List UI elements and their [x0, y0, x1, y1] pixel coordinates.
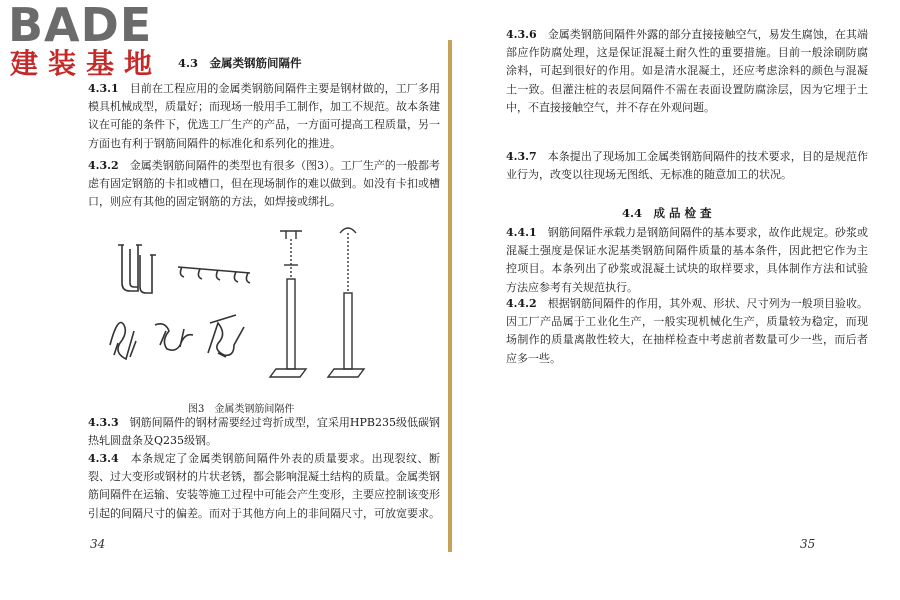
paragraph-4-4-1	[506, 224, 868, 297]
u-chair-illustration	[118, 245, 156, 293]
paragraph-4-3-6	[506, 26, 868, 117]
clause-number: 4.4.2	[506, 297, 537, 310]
clause-text: 根据钢筋间隔件的作用，其外观、形状、尺寸列为一般项目验收。因工厂产品属于工业化生产，一般实现机械化生产，质量较为稳定，而现场制作的质量离散性较大，在抽样检查中考虑前者数量可少一些，而后者应多一些。	[506, 297, 868, 365]
section-heading-4-4: 4.4 成 品 检 查	[622, 206, 712, 220]
clause-number: 4.3.6	[506, 28, 537, 41]
clause-text: 钢筋间隔件承载力是钢筋间隔件的基本要求，故作此规定。砂浆或混凝土强度是保证水泥基类钢筋间隔件质量的基本条件，因此把它作为主控项目。本条列出了砂浆或混凝土试块的取样要求，具体制作方法和试验方法应参考有关规范执行。	[506, 226, 868, 294]
figure-3-spacers	[100, 225, 400, 395]
clause-text: 金属类钢筋间隔件外露的部分直接接触空气，易发生腐蚀，在其端部应作防腐处理，这是保证混凝土耐久性的重要措施。目前一般涂刷防腐涂料，可起到很好的作用。如是清水混凝土，还应考虑涂料的颜色与混凝土一致。但灌注桩的表层间隔件不需在表面设置防腐涂层，因为它埋于土中，不直接接触空气，并不存在外观问题。	[506, 28, 868, 114]
logo-text: BADE	[8, 0, 153, 52]
ladder-spacer-illustration	[178, 267, 250, 283]
figure-caption: 图3 金属类钢筋间隔件	[188, 404, 295, 415]
clause-number: 4.3.7	[506, 150, 537, 163]
clause-number: 4.4.1	[506, 226, 537, 239]
clause-number: 4.3.4	[88, 452, 119, 465]
book-spine	[448, 40, 452, 552]
paragraph-4-3-7	[506, 148, 868, 184]
clause-text: 钢筋间隔件的钢材需要经过弯折成型，宜采用HPB235级低碳钢热轧圆盘条及Q235级钢。	[88, 416, 441, 448]
paragraph-4-3-3	[88, 414, 440, 450]
clause-number: 4.3.2	[88, 159, 119, 172]
adjustable-support-2	[328, 228, 364, 377]
page-number: 35	[800, 537, 816, 551]
clause-number: 4.3.3	[88, 416, 119, 429]
logo-subtitle: 建装基地	[10, 47, 163, 80]
paragraph-4-3-4	[88, 450, 440, 523]
page-number: 34	[90, 537, 106, 551]
paragraph-4-3-2	[88, 157, 440, 212]
left-page	[0, 0, 448, 600]
right-page	[454, 0, 900, 600]
adjustable-support-1	[270, 231, 306, 377]
clause-text: 金属类钢筋间隔件的类型也有很多（图3）。工厂生产的一般都考虑有固定钢筋的卡扣或槽口，但在现场制作的难以做到。如没有卡扣或槽口，则应有其他的固定钢筋的方法，如焊接或绑扎。	[88, 159, 441, 209]
paragraph-4-4-2	[506, 295, 868, 368]
clause-text: 目前在工程应用的金属类钢筋间隔件主要是钢材做的，工厂多用模具机械成型，质量好；而现场一般用手工制作，加工不规范。故本条建议在可能的条件下，优选工厂生产的产品，一方面可提高工程质量，另一方面也有利于钢筋间隔件的标准化和系列化的推进。	[88, 82, 441, 150]
clause-number: 4.3.1	[88, 82, 119, 95]
paragraph-4-3-1	[88, 80, 440, 153]
section-heading-4-3: 4.3 金属类钢筋间隔件	[178, 56, 302, 70]
clause-text: 本条提出了现场加工金属类钢筋间隔件的技术要求，目的是规范作业行为，改变以往现场无图纸、无标准的随意加工的状况。	[506, 150, 868, 182]
bent-wire-spacer-illustration	[110, 315, 244, 359]
clause-text: 本条规定了金属类钢筋间隔件外表的质量要求。出现裂纹、断裂、过大变形或钢材的片状老锈，都会影响混凝土结构的质量。金属类钢筋间隔件在运输、安装等施工过程中可能会产生变形，主要应控制该变形引起的间隔尺寸的偏差。而对于其他方向上的非间隔尺寸，可放宽要求。	[88, 452, 441, 520]
